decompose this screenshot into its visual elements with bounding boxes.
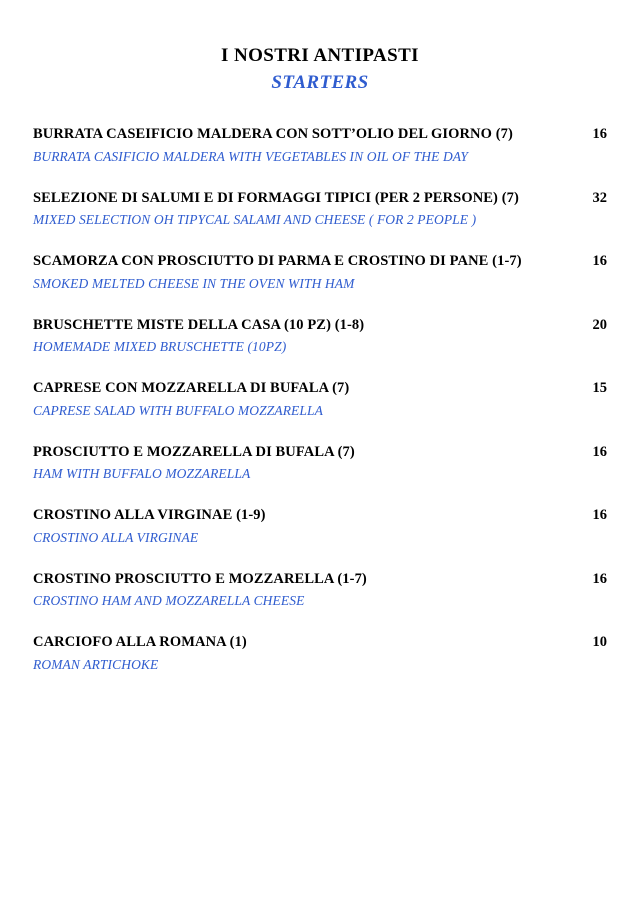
menu-item-description: HOMEMADE MIXED BRUSCHETTE (10PZ) — [33, 339, 287, 355]
menu-item-description: CROSTINO HAM AND MOZZARELLA CHEESE — [33, 593, 305, 609]
menu-item — [33, 125, 607, 166]
menu-item-description: MIXED SELECTION OH TIPYCAL SALAMI AND CHEESE ( FOR 2 PEOPLE ) — [33, 212, 477, 228]
menu-item-description: BURRATA CASIFICIO MALDERA WITH VEGETABLES IN OIL OF THE DAY — [33, 148, 469, 164]
menu-item — [33, 570, 607, 611]
menu-item-row — [33, 506, 607, 526]
menu-item-name: SCAMORZA CON PROSCIUTTO DI PARMA E CROSTINO DI PANE (1-7) — [33, 253, 522, 270]
menu-item-name: BRUSCHETTE MISTE DELLA CASA (10 PZ) (1-8) — [33, 316, 365, 333]
menu-item — [33, 189, 607, 230]
menu-item-price: 20 — [592, 316, 607, 333]
menu-item-name: BURRATA CASEIFICIO MALDERA CON SOTT’OLIO DEL GIORNO (7) — [33, 126, 513, 143]
menu-item-row — [33, 125, 607, 145]
menu-item — [33, 379, 607, 420]
menu-item — [33, 633, 607, 674]
menu-item — [33, 443, 607, 484]
menu-item — [33, 252, 607, 293]
menu-item-row — [33, 633, 607, 653]
menu-item-description: ROMAN ARTICHOKE — [33, 656, 159, 672]
page-title — [33, 44, 607, 95]
menu-item — [33, 506, 607, 547]
menu-item-description: HAM WITH BUFFALO MOZZARELLA — [33, 466, 251, 482]
menu-item-price: 10 — [592, 634, 607, 651]
menu-item-row — [33, 379, 607, 399]
menu-item-price: 15 — [592, 380, 607, 397]
menu-item-description: SMOKED MELTED CHEESE IN THE OVEN WITH HAM — [33, 275, 355, 291]
menu-item-row — [33, 252, 607, 272]
menu-item-name: PROSCIUTTO E MOZZARELLA DI BUFALA (7) — [33, 443, 355, 460]
menu-item-row — [33, 316, 607, 336]
menu-item-description: CROSTINO ALLA VIRGINAE — [33, 529, 199, 545]
menu-item-price: 16 — [592, 443, 607, 460]
menu-item-price: 16 — [592, 507, 607, 524]
menu-item-name: CAPRESE CON MOZZARELLA DI BUFALA (7) — [33, 380, 350, 397]
menu-item-name: SELEZIONE DI SALUMI E DI FORMAGGI TIPICI (PER 2 PERSONE) (7) — [33, 189, 519, 206]
menu-item-list — [33, 125, 607, 674]
menu-item-name: CARCIOFO ALLA ROMANA (1) — [33, 634, 247, 651]
menu-item-name: CROSTINO ALLA VIRGINAE (1-9) — [33, 507, 266, 524]
menu-item-row — [33, 189, 607, 209]
menu-item-price: 32 — [592, 189, 607, 206]
page-title-english: STARTERS — [271, 71, 369, 93]
menu-item-row — [33, 570, 607, 590]
menu-item-row — [33, 443, 607, 463]
menu-item-name: CROSTINO PROSCIUTTO E MOZZARELLA (1-7) — [33, 570, 367, 587]
page-title-italian: I NOSTRI ANTIPASTI — [221, 45, 419, 66]
menu-item-price: 16 — [592, 570, 607, 587]
menu-item-price: 16 — [592, 126, 607, 143]
menu-item-description: CAPRESE SALAD WITH BUFFALO MOZZARELLA — [33, 402, 323, 418]
menu-item-price: 16 — [592, 253, 607, 270]
menu-item — [33, 316, 607, 357]
